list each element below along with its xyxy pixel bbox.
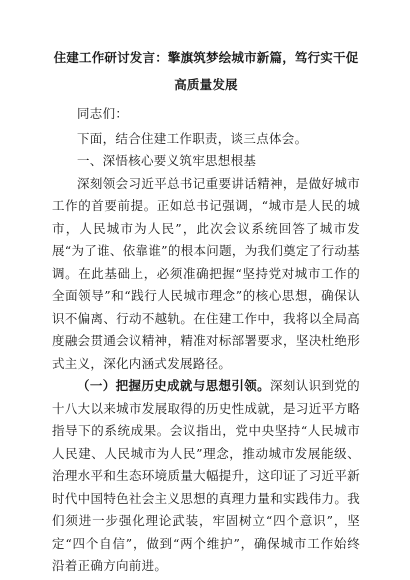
- subsection-text: 深刻认识到党的十八大以来城市发展取得的历史性成就，是习近平方略指导下的系统成果。会议指出，党中央坚持“人民城市人民建、人民城市为人民”理念，推动城市发展能级、治理水平和生态环境质量大幅提升，这印证了习近平新时代中国特色社会主义思想的真理力量和实践伟力。我们须进一步强化理论武装，牢固树立“四个意识”，坚定“四个自信”，做到“两个维护”，确保城市工作始终沿着正确方向前进。: [52, 378, 360, 573]
- document-title: 住建工作研讨发言：擎旗筑梦绘城市新篇，笃行实干促高质量发展: [53, 50, 359, 92]
- paragraph-2: [52, 375, 360, 578]
- salutation: 同志们：: [77, 106, 129, 121]
- intro-paragraph: 下面，结合住建工作职责，谈三点体会。: [77, 130, 308, 146]
- paragraph-1: 深刻领会习近平总书记重要讲话精神，是做好城市工作的首要前提。正如总书记强调，“城市是人民的城市，人民城市为人民”，此次会议系统回答了城市发展“为了谁、依靠谁”的根本问题，为我们奠定了行动基调。在此基础上，必须准确把握“坚持党对城市工作的全面领导”和“践行人民城市理念”的核心思想，确保认识不偏离、行动不越轨。在住建工作中，我将以全局高度融会贯通会议精神，精准对标部署要求，坚决杜绝形式主义，深化内涵式发展路径。: [52, 175, 360, 371]
- section-heading-1: 一、深悟核心要义筑牢思想根基: [77, 153, 257, 168]
- subsection-label: （一）把握历史成就与思想引领。: [77, 378, 270, 393]
